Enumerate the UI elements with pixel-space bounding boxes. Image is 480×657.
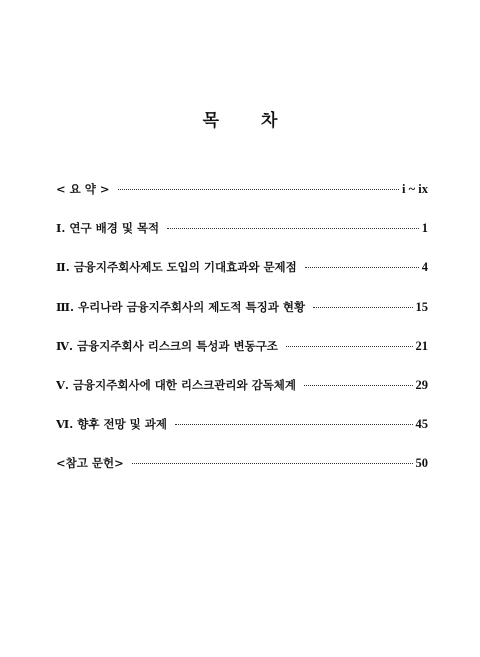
- toc-entry-label: Ⅱ. 금융지주회사제도 도입의 기대효과와 문제점: [56, 260, 297, 275]
- toc-entry-page: 4: [421, 260, 428, 275]
- toc-entry-label: <참고 문헌>: [56, 456, 124, 471]
- page-title: 목 차: [202, 111, 296, 131]
- toc-entry-summary: [56, 181, 428, 197]
- toc-entry-page: 21: [415, 338, 428, 353]
- toc-entry-label: Ⅳ. 금융지주회사 리스크의 특성과 변동구조: [56, 338, 278, 353]
- toc-entry-label: Ⅲ. 우리나라 금융지주회사의 제도적 특징과 현황: [56, 299, 306, 314]
- toc-entry-chapter-1: [56, 220, 428, 236]
- toc-entry-label: Ⅴ. 금융지주회사에 대한 리스크관리와 감독체계: [56, 377, 297, 392]
- toc-entry-chapter-3: [56, 299, 428, 315]
- dot-leader: [304, 385, 412, 386]
- toc-entry-chapter-6: [56, 416, 428, 432]
- toc-entry-chapter-2: [56, 259, 428, 275]
- dot-leader: [175, 424, 412, 425]
- toc-entry-page: 45: [415, 417, 428, 432]
- dot-leader: [313, 307, 412, 308]
- table-of-contents: [56, 181, 428, 495]
- toc-entry-label: < 요 약 >: [56, 182, 110, 196]
- toc-entry-references: [56, 455, 428, 471]
- toc-entry-page: 1: [421, 221, 428, 236]
- toc-entry-page: i ~ ix: [402, 182, 428, 196]
- toc-entry-label: Ⅵ. 향후 전망 및 과제: [56, 417, 168, 432]
- toc-entry-label: Ⅰ. 연구 배경 및 목적: [56, 221, 160, 236]
- toc-entry-page: 50: [415, 456, 428, 471]
- toc-entry-chapter-4: [56, 338, 428, 354]
- dot-leader: [118, 189, 400, 190]
- dot-leader: [286, 346, 413, 347]
- dot-leader: [305, 267, 419, 268]
- toc-entry-page: 29: [415, 377, 428, 392]
- toc-entry-page: 15: [415, 299, 428, 314]
- toc-entry-chapter-5: [56, 377, 428, 393]
- dot-leader: [167, 228, 419, 229]
- dot-leader: [132, 463, 413, 464]
